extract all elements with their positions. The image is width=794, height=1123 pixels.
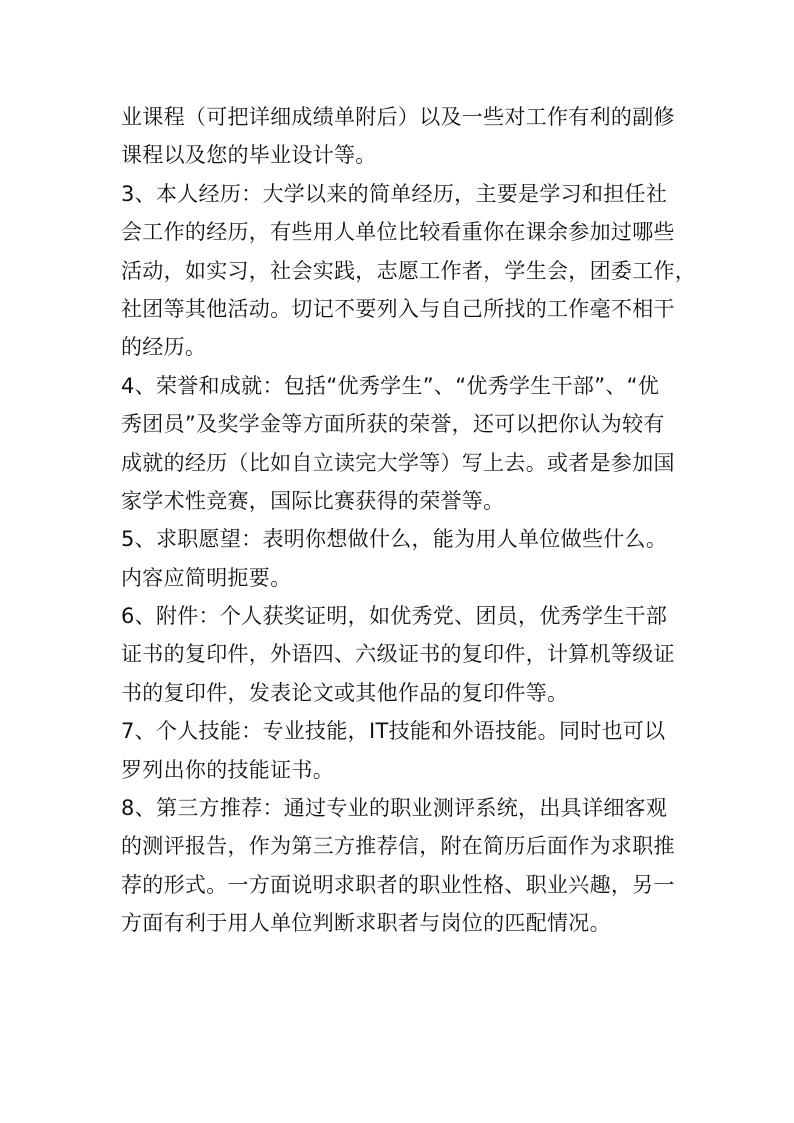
text-line: 社团等其他活动。切记不要列入与自己所找的工作毫不相干 (121, 296, 675, 321)
text-line: 业课程（可把详细成绩单附后）以及一些对工作有利的副修 (121, 105, 675, 129)
text-line: 方面有利于用人单位判断求职者与岗位的匹配情况。 (121, 911, 611, 936)
text-line: 成就的经历（比如自立读完大学等）写上去。或者是参加国 (121, 450, 675, 475)
text-line: 活动，如实习，社会实践，志愿工作者，学生会，团委工作， (121, 258, 697, 283)
text-line: 的测评报告，作为第三方推荐信，附在简历后面作为求职推 (121, 834, 675, 859)
text-line: 5、求职愿望：表明你想做什么，能为用人单位做些什么。 (121, 527, 668, 552)
text-line: 证书的复印件，外语四、六级证书的复印件，计算机等级证 (121, 642, 675, 667)
text-line: 内容应简明扼要。 (121, 565, 292, 590)
text-line: 荐的形式。一方面说明求职者的职业性格、职业兴趣，另一 (121, 872, 675, 897)
text-line: 7、个人技能：专业技能，IT技能和外语技能。同时也可以 (121, 719, 666, 744)
text-line: 4、荣誉和成就：包括“优秀学生”、“优秀学生干部”、“优 (121, 373, 660, 398)
text-line: 6、附件：个人获奖证明，如优秀党、团员，优秀学生干部 (121, 604, 668, 629)
text-line: 的经历。 (121, 335, 207, 360)
text-line: 罗列出你的技能证书。 (121, 757, 334, 782)
text-line: 3、本人经历：大学以来的简单经历，主要是学习和担任社 (121, 181, 668, 206)
text-line: 课程以及您的毕业设计等。 (121, 143, 377, 168)
text-line: 秀团员”及奖学金等方面所获的荣誉，还可以把你认为较有 (121, 412, 665, 437)
text-line: 家学术性竞赛，国际比赛获得的荣誉等。 (121, 488, 505, 513)
body-text (121, 98, 697, 943)
text-line: 书的复印件，发表论文或其他作品的复印件等。 (121, 680, 569, 705)
text-line: 会工作的经历，有些用人单位比较看重你在课余参加过哪些 (121, 220, 675, 245)
text-line: 8、第三方推荐：通过专业的职业测评系统，出具详细客观 (121, 796, 668, 821)
